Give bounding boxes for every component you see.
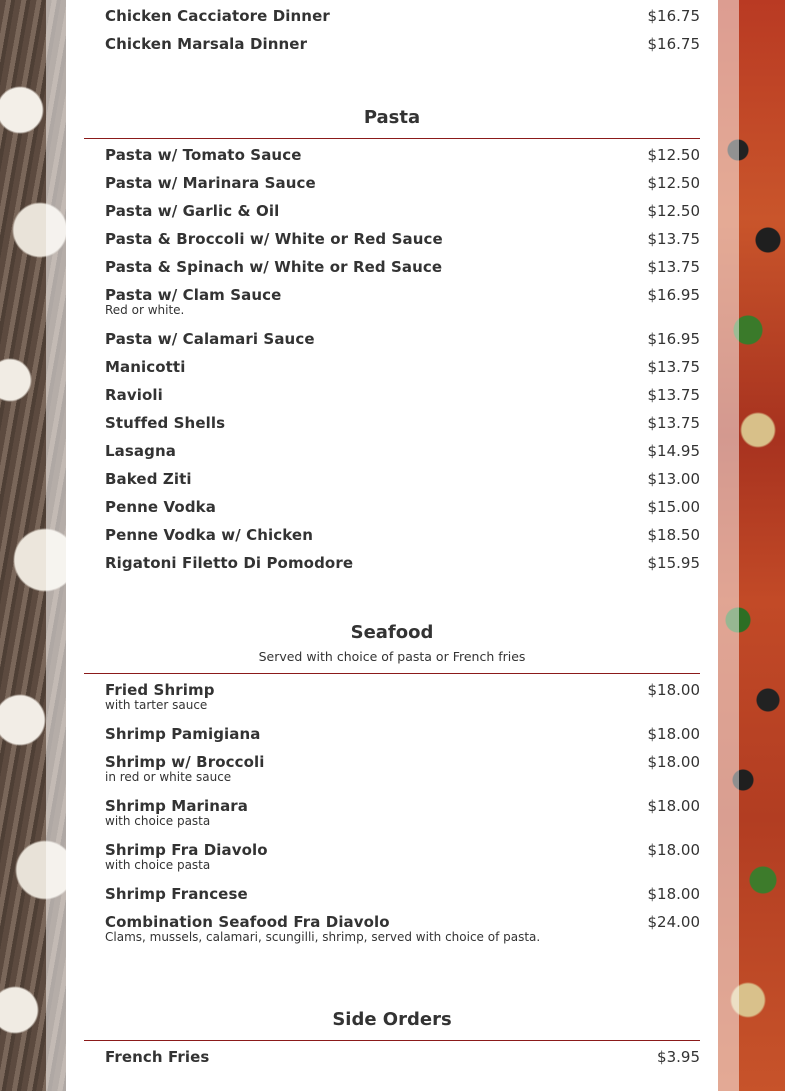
item-name: Combination Seafood Fra Diavolo xyxy=(105,913,390,931)
item-price: $13.00 xyxy=(647,470,700,488)
item-price: $18.00 xyxy=(647,797,700,815)
menu-item[interactable] xyxy=(84,141,700,169)
menu-item[interactable] xyxy=(84,381,700,409)
section-divider xyxy=(84,1040,700,1041)
section-divider xyxy=(84,673,700,674)
menu-section xyxy=(84,1008,700,1071)
item-name: French Fries xyxy=(105,1048,210,1066)
menu-item[interactable] xyxy=(84,225,700,253)
item-name: Manicotti xyxy=(105,358,186,376)
item-price: $15.00 xyxy=(647,498,700,516)
menu-item[interactable] xyxy=(84,2,700,30)
menu-list xyxy=(84,0,700,1071)
item-name: Pasta w/ Calamari Sauce xyxy=(105,330,315,348)
item-price: $14.95 xyxy=(647,442,700,460)
item-price: $18.00 xyxy=(647,841,700,859)
background-left-image xyxy=(0,0,66,1091)
item-name: Pasta & Spinach w/ White or Red Sauce xyxy=(105,258,443,276)
section-title: Pasta xyxy=(363,107,421,128)
item-name: Shrimp Pamigiana xyxy=(105,725,261,743)
section-title: Seafood xyxy=(350,622,434,643)
item-description: Red or white. xyxy=(105,303,185,317)
item-price: $12.50 xyxy=(647,174,700,192)
item-price: $12.50 xyxy=(647,146,700,164)
item-price: $16.75 xyxy=(647,7,700,25)
menu-item[interactable] xyxy=(84,880,700,908)
item-price: $13.75 xyxy=(647,414,700,432)
item-description: in red or white sauce xyxy=(105,770,232,784)
menu-item[interactable] xyxy=(84,465,700,493)
section-title: Side Orders xyxy=(332,1009,452,1030)
item-price: $18.50 xyxy=(647,526,700,544)
item-name: Ravioli xyxy=(105,386,163,404)
item-name: Shrimp Francese xyxy=(105,885,248,903)
item-price: $18.00 xyxy=(647,753,700,771)
menu-item[interactable] xyxy=(84,353,700,381)
item-description: with choice pasta xyxy=(105,858,211,872)
item-name: Pasta & Broccoli w/ White or Red Sauce xyxy=(105,230,443,248)
item-name: Shrimp w/ Broccoli xyxy=(105,753,265,771)
menu-item[interactable] xyxy=(84,437,700,465)
item-description: Clams, mussels, calamari, scungilli, shrimp, served with choice of pasta. xyxy=(105,930,541,944)
item-name: Lasagna xyxy=(105,442,176,460)
item-name: Penne Vodka xyxy=(105,498,216,516)
menu-section xyxy=(84,106,700,577)
item-name: Shrimp Marinara xyxy=(105,797,249,815)
item-price: $3.95 xyxy=(657,1048,700,1066)
item-name: Pasta w/ Garlic & Oil xyxy=(105,202,280,220)
item-name: Baked Ziti xyxy=(105,470,192,488)
item-price: $18.00 xyxy=(647,725,700,743)
item-price: $18.00 xyxy=(647,681,700,699)
item-name: Pasta w/ Clam Sauce xyxy=(105,286,282,304)
item-name: Chicken Cacciatore Dinner xyxy=(105,7,330,25)
item-name: Chicken Marsala Dinner xyxy=(105,35,308,53)
menu-item[interactable] xyxy=(84,253,700,281)
item-price: $13.75 xyxy=(647,386,700,404)
menu-item[interactable] xyxy=(84,1043,700,1071)
section-subtitle: Served with choice of pasta or French fries xyxy=(258,649,526,664)
menu-item[interactable] xyxy=(84,676,700,720)
menu-item[interactable] xyxy=(84,169,700,197)
item-description: with choice pasta xyxy=(105,814,211,828)
item-price: $13.75 xyxy=(647,258,700,276)
menu-item[interactable] xyxy=(84,281,700,325)
item-name: Stuffed Shells xyxy=(105,414,226,432)
menu-item[interactable] xyxy=(84,836,700,880)
item-price: $16.75 xyxy=(647,35,700,53)
menu-item[interactable] xyxy=(84,30,700,58)
menu-item[interactable] xyxy=(84,549,700,577)
item-name: Penne Vodka w/ Chicken xyxy=(105,526,313,544)
menu-item[interactable] xyxy=(84,493,700,521)
item-name: Pasta w/ Marinara Sauce xyxy=(105,174,316,192)
menu-panel xyxy=(66,0,718,1091)
item-description: with tarter sauce xyxy=(105,698,208,712)
item-name: Shrimp Fra Diavolo xyxy=(105,841,268,859)
item-price: $18.00 xyxy=(647,885,700,903)
menu-item[interactable] xyxy=(84,325,700,353)
menu-item[interactable] xyxy=(84,521,700,549)
section-divider xyxy=(84,138,700,139)
menu-item[interactable] xyxy=(84,908,700,952)
item-name: Pasta w/ Tomato Sauce xyxy=(105,146,302,164)
item-price: $16.95 xyxy=(647,330,700,348)
background-right-image xyxy=(718,0,785,1091)
menu-item[interactable] xyxy=(84,748,700,792)
item-price: $13.75 xyxy=(647,358,700,376)
top-items-group xyxy=(84,2,700,58)
menu-section xyxy=(84,621,700,952)
item-name: Fried Shrimp xyxy=(105,681,215,699)
item-price: $12.50 xyxy=(647,202,700,220)
menu-item[interactable] xyxy=(84,720,700,748)
menu-item[interactable] xyxy=(84,792,700,836)
item-price: $16.95 xyxy=(647,286,700,304)
menu-item[interactable] xyxy=(84,197,700,225)
item-price: $15.95 xyxy=(647,554,700,572)
item-price: $24.00 xyxy=(647,913,700,931)
menu-item[interactable] xyxy=(84,409,700,437)
item-price: $13.75 xyxy=(647,230,700,248)
item-name: Rigatoni Filetto Di Pomodore xyxy=(105,554,354,572)
